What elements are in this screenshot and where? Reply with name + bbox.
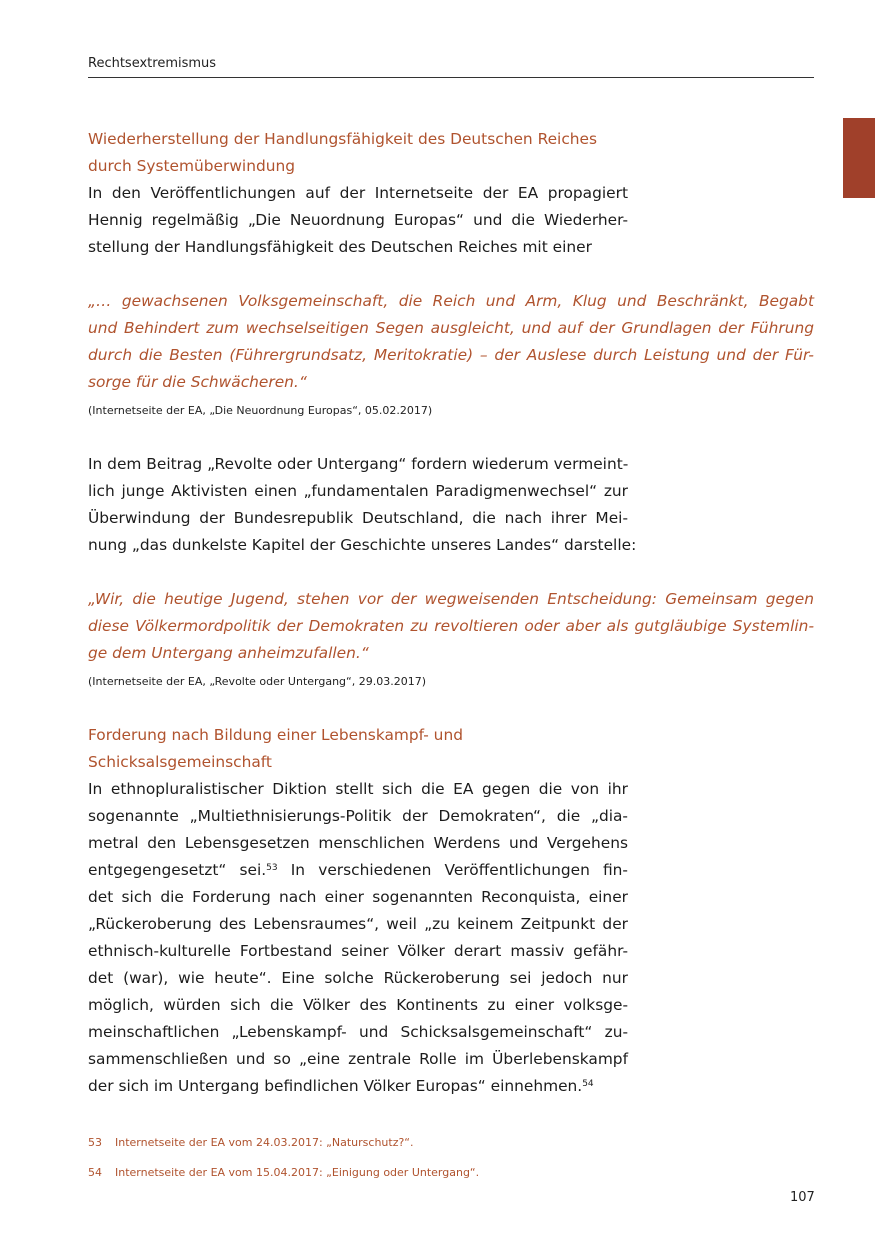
block-quote-2 <box>88 586 814 667</box>
text-line: lich junge Aktivisten einen „fundamentalen Paradigmenwechsel“ zur <box>88 482 628 500</box>
text-line: metral den Lebensgesetzen menschlichen Werdens und Vergehens <box>88 834 628 852</box>
footnote-54 <box>88 1166 479 1179</box>
quote-source-1: (Internetseite der EA, „Die Neuordnung Europas“, 05.02.2017) <box>88 404 433 417</box>
text-line: ethnisch-kulturelle Fortbestand seiner Völker derart massiv gefähr- <box>88 942 628 960</box>
text-line: nung „das dunkelste Kapitel der Geschichte unseres Landes“ darstelle: <box>88 536 637 554</box>
paragraph-2 <box>88 451 637 559</box>
section-2 <box>88 722 628 1100</box>
quote-line: „… gewachsenen Volksgemeinschaft, die Reich und Arm, Klug und Beschränkt, Begabt <box>88 292 814 310</box>
text-line: sogenannte „Multiethnisierungs-Politik der Demokraten“, die „dia- <box>88 807 628 825</box>
quote-line: diese Völkermordpolitik der Demokraten zu revoltieren oder aber als gutgläubige Systemlin- <box>88 617 814 635</box>
text-segment: entgegengesetzt“ sei. <box>88 861 267 879</box>
text-line: In dem Beitrag „Revolte oder Untergang“ fordern wiederum vermeint- <box>88 455 629 473</box>
text-segment: der sich im Untergang befindlichen Völker Europas“ einnehmen. <box>88 1077 583 1095</box>
quote-line: und Behindert zum wechselseitigen Segen ausgleicht, und auf der Grundlagen der Führung <box>88 319 814 337</box>
quote-line: sorge für die Schwächeren.“ <box>88 373 307 391</box>
text-line: Hennig regelmäßig „Die Neuordnung Europas“ und die Wiederher- <box>88 211 628 229</box>
text-line: det sich die Forderung nach einer sogenannten Reconquista, einer <box>88 888 628 906</box>
footnote-number: 54 <box>88 1166 102 1179</box>
page-number: 107 <box>790 1190 815 1205</box>
text-line: meinschaftlichen „Lebenskampf- und Schicksalsgemeinschaft“ zu- <box>88 1023 628 1041</box>
paragraph-3 <box>88 776 628 1100</box>
text-line: Überwindung der Bundesrepublik Deutschland, die nach ihrer Mei- <box>88 509 628 527</box>
footnote-ref-54[interactable]: 54 <box>582 1079 594 1089</box>
text-line: sammenschließen und so „eine zentrale Rolle im Überlebenskampf <box>88 1050 628 1068</box>
text-line: möglich, würden sich die Völker des Kontinents zu einer volksge- <box>88 996 628 1014</box>
heading-line: Wiederherstellung der Handlungsfähigkeit des Deutschen Reiches <box>88 130 598 148</box>
section-1 <box>88 126 628 261</box>
text-line: In ethnopluralistischer Diktion stellt sich die EA gegen die von ihr <box>88 780 628 798</box>
quote-source-2: (Internetseite der EA, „Revolte oder Untergang“, 29.03.2017) <box>88 675 427 688</box>
footnote-ref-53[interactable]: 53 <box>266 863 278 873</box>
block-quote-1 <box>88 288 814 396</box>
text-line: „Rückeroberung des Lebensraumes“, weil „zu keinem Zeitpunkt der <box>88 915 628 933</box>
footnote-text: Internetseite der EA vom 24.03.2017: „Naturschutz?“. <box>115 1136 414 1149</box>
heading-line: Schicksalsgemeinschaft <box>88 753 272 771</box>
footnote-number: 53 <box>88 1136 102 1149</box>
heading-line: durch Systemüberwindung <box>88 157 295 175</box>
section-heading-2 <box>88 722 628 776</box>
text-line: stellung der Handlungsfähigkeit des Deutschen Reiches mit einer <box>88 238 592 256</box>
heading-line: Forderung nach Bildung einer Lebenskampf- und <box>88 726 463 744</box>
text-line <box>88 1073 628 1100</box>
section-heading-1 <box>88 126 628 180</box>
footnote-text: Internetseite der EA vom 15.04.2017: „Einigung oder Untergang“. <box>115 1166 480 1179</box>
quote-line: durch die Besten (Führergrundsatz, Meritokratie) – der Auslese durch Leistung und der Für- <box>88 346 814 364</box>
quote-line: „Wir, die heutige Jugend, stehen vor der wegweisenden Entscheidung: Gemeinsam gegen <box>88 590 814 608</box>
paragraph-2-block <box>88 451 637 559</box>
chapter-tab-marker <box>843 118 875 198</box>
quote-line: ge dem Untergang anheimzufallen.“ <box>88 644 369 662</box>
footnote-53 <box>88 1136 414 1149</box>
paragraph-1 <box>88 180 628 261</box>
running-header: Rechtsextremismus <box>88 56 814 78</box>
text-line: In den Veröffentlichungen auf der Internetseite der EA propagiert <box>88 184 628 202</box>
text-line <box>88 857 628 884</box>
text-line: det (war), wie heute“. Eine solche Rückeroberung sei jedoch nur <box>88 969 628 987</box>
text-segment: In verschiedenen Veröffentlichungen fin- <box>277 861 628 879</box>
